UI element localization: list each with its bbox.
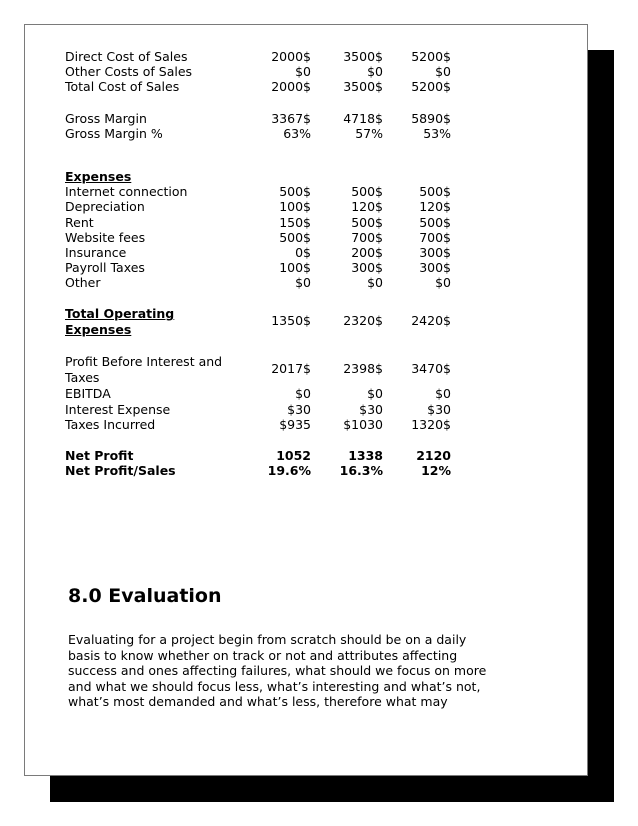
table-row: [65, 184, 505, 199]
year2-value: 3500$: [343, 49, 383, 64]
year1-value: 1052: [276, 448, 311, 463]
year3-value: 120$: [419, 199, 451, 215]
year3-value: 1320$: [411, 416, 451, 432]
year3-value: 5890$: [411, 110, 451, 126]
year3-value: 3470$: [411, 361, 451, 377]
paragraph-line: Evaluating for a project begin from scratch should be on a daily: [68, 632, 467, 647]
year2-value: 200$: [351, 244, 383, 260]
year3-value: 5200$: [411, 49, 451, 64]
year3-value: 700$: [419, 229, 451, 245]
year3-value: $30: [427, 401, 451, 417]
year1-value: 150$: [279, 214, 311, 230]
year2-value: 4718$: [343, 110, 383, 126]
row-label: Taxes Incurred: [65, 416, 156, 432]
table-row: [65, 64, 505, 79]
paragraph-line: basis to know whether on track or not and attributes affecting: [68, 647, 458, 663]
table-row: [65, 275, 505, 290]
row-label: Total Cost of Sales: [65, 79, 180, 95]
year1-value: 2000$: [271, 79, 311, 95]
year1-value: 3367$: [271, 110, 311, 126]
table-row: [65, 260, 505, 275]
row-label: Payroll Taxes: [65, 260, 145, 276]
table-row: [65, 79, 505, 94]
year1-value: 500$: [279, 229, 311, 245]
year3-value: $0: [435, 64, 451, 80]
year2-value: $0: [367, 275, 383, 291]
table-row: [65, 386, 505, 401]
year2-value: 300$: [351, 260, 383, 276]
paragraph-line: and what we should focus less, what’s interesting and what’s not,: [68, 678, 481, 694]
year2-value: $0: [367, 64, 383, 80]
table-row: [65, 245, 505, 260]
row-label: Depreciation: [65, 199, 145, 215]
table-row: [65, 354, 505, 386]
expenses-heading: Expenses: [65, 168, 132, 184]
year1-value: $935: [279, 416, 311, 432]
year2-value: 120$: [351, 199, 383, 215]
table-row: [65, 417, 505, 432]
year1-value: $0: [295, 386, 311, 402]
year3-value: 500$: [419, 184, 451, 200]
table-row: [65, 126, 505, 141]
total-operating-label: Total Operating Expenses: [65, 306, 175, 337]
row-label: Interest Expense: [65, 401, 171, 417]
table-row: [65, 49, 505, 64]
row-label: Rent: [65, 214, 94, 230]
row-label: Direct Cost of Sales: [65, 49, 188, 64]
row-label: Other Costs of Sales: [65, 64, 193, 80]
year2-value: 500$: [351, 184, 383, 200]
year1-value: 100$: [279, 199, 311, 215]
year1-value: 19.6%: [267, 463, 311, 479]
year3-value: $0: [435, 275, 451, 291]
year1-value: $0: [295, 64, 311, 80]
year2-value: 2398$: [343, 361, 383, 377]
row-label: Gross Margin: [65, 110, 147, 126]
year3-value: 500$: [419, 214, 451, 230]
table-row: [65, 215, 505, 230]
table-row: [65, 402, 505, 417]
row-label: Insurance: [65, 244, 127, 260]
row-label: Profit Before Interest and Taxes: [65, 354, 223, 385]
year1-value: $0: [295, 275, 311, 291]
year2-value: 3500$: [343, 79, 383, 95]
year1-value: 63%: [283, 125, 311, 141]
table-row: [65, 463, 505, 478]
table-row: [65, 111, 505, 126]
row-label: Website fees: [65, 229, 146, 245]
year3-value: 2120: [416, 448, 451, 463]
row-label: Gross Margin %: [65, 125, 163, 141]
year2-value: 1338: [348, 448, 383, 463]
year2-value: 57%: [355, 125, 383, 141]
table-row: [65, 169, 505, 184]
section-heading: 8.0 Evaluation: [68, 585, 222, 607]
year3-value: 300$: [419, 244, 451, 260]
year2-value: $30: [359, 401, 383, 417]
row-label: Other: [65, 275, 101, 291]
year2-value: $0: [367, 386, 383, 402]
paragraph-line: success and ones affecting failures, what should we focus on more: [68, 663, 487, 679]
table-row: [65, 230, 505, 245]
year1-value: $30: [287, 401, 311, 417]
net-profit-label: Net Profit: [65, 448, 134, 463]
year3-value: 12%: [421, 463, 451, 479]
year1-value: 2000$: [271, 49, 311, 64]
table-row: [65, 306, 505, 338]
year2-value: 2320$: [343, 313, 383, 329]
year2-value: 500$: [351, 214, 383, 230]
year2-value: 700$: [351, 229, 383, 245]
year1-value: 100$: [279, 260, 311, 276]
year3-value: 2420$: [411, 313, 451, 329]
table-row: [65, 448, 505, 463]
pro-forma-table: [65, 49, 505, 478]
year1-value: 1350$: [271, 313, 311, 329]
net-profit-sales-label: Net Profit/Sales: [65, 463, 176, 479]
paragraph-line: what’s most demanded and what’s less, therefore what may: [68, 694, 448, 710]
year1-value: 500$: [279, 184, 311, 200]
year3-value: 300$: [419, 260, 451, 276]
year3-value: 5200$: [411, 79, 451, 95]
row-label: EBITDA: [65, 386, 111, 402]
year2-value: 16.3%: [339, 463, 383, 479]
year1-value: 2017$: [271, 361, 311, 377]
row-label: Internet connection: [65, 184, 188, 200]
table-row: [65, 199, 505, 214]
year1-value: 0$: [295, 244, 311, 260]
year3-value: 53%: [423, 125, 451, 141]
year3-value: $0: [435, 386, 451, 402]
year2-value: $1030: [343, 416, 383, 432]
evaluation-paragraph: [68, 632, 508, 710]
